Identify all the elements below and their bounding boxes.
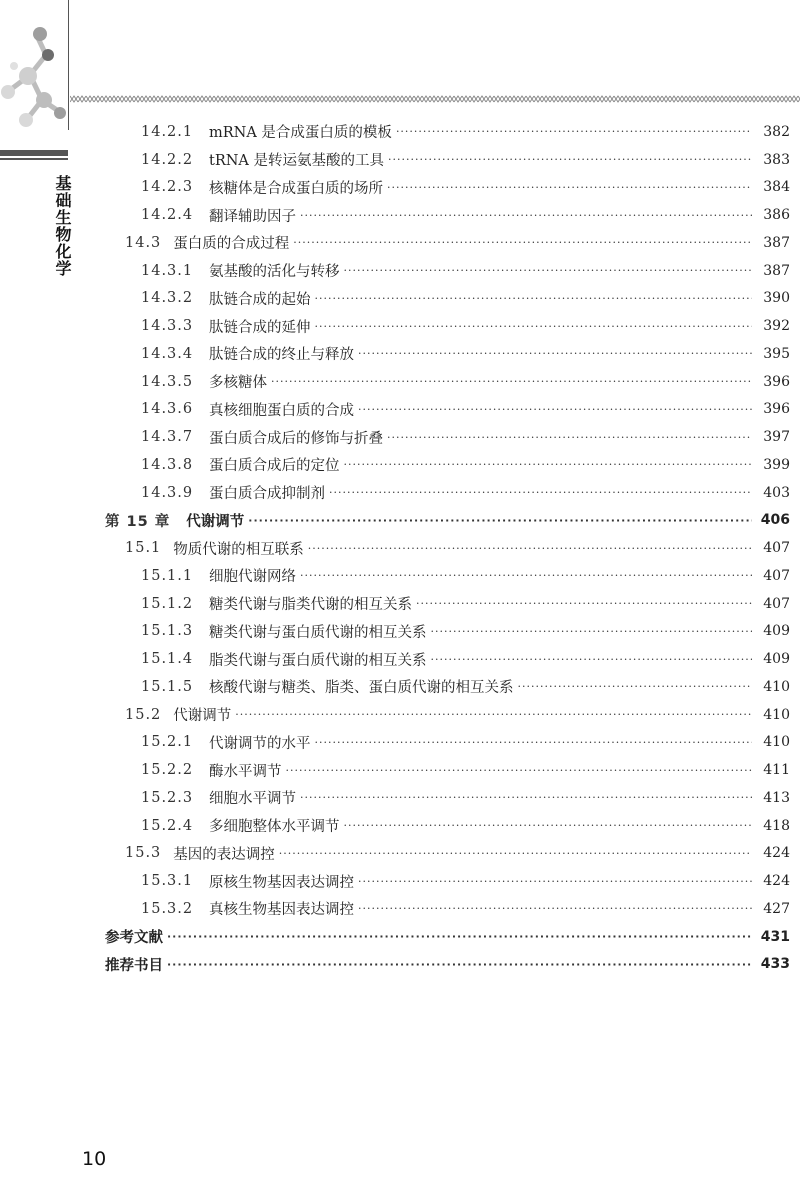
toc-entry-page: 424 — [763, 845, 790, 862]
toc-entry[interactable] — [105, 645, 790, 673]
toc-entry-page: 407 — [763, 567, 790, 584]
toc-entry-title: 原核生物基因表达调控 — [209, 874, 354, 891]
toc-entry-page: 387 — [763, 234, 790, 251]
toc-leader-dots — [300, 569, 752, 582]
toc-leader-dots — [344, 458, 753, 471]
toc-leader-dots — [396, 125, 752, 138]
toc-entry[interactable] — [105, 562, 790, 590]
toc-entry-number: 14.3 — [125, 234, 162, 251]
toc-entry[interactable] — [105, 479, 790, 507]
toc-leader-dots — [431, 653, 753, 666]
toc-entry[interactable] — [105, 673, 790, 701]
toc-entry-page: 382 — [763, 123, 790, 140]
toc-entry-title: 物质代谢的相互联系 — [173, 541, 304, 558]
toc-entry-page: 406 — [760, 512, 790, 529]
toc-entry-page: 399 — [763, 456, 790, 473]
toc-entry[interactable] — [105, 312, 790, 340]
book-title: 基础生物化学 — [53, 175, 72, 277]
toc-entry[interactable] — [105, 756, 790, 784]
toc-entry-number: 15.2 — [125, 706, 162, 723]
toc-entry[interactable] — [105, 784, 790, 812]
toc-entry-number: 15.1.2 — [141, 595, 194, 612]
toc-entry-number: 14.3.1 — [141, 262, 194, 279]
toc-entry[interactable] — [105, 423, 790, 451]
toc-entry-page: 386 — [763, 207, 790, 224]
toc-entry-page: 410 — [763, 706, 790, 723]
toc-entry-number: 15.1.4 — [141, 651, 194, 668]
toc-entry-title: 翻译辅助因子 — [209, 208, 296, 225]
toc-entry-number: 14.3.8 — [141, 456, 194, 473]
toc-entry-number: 14.2.2 — [141, 151, 194, 168]
toc-entry-title: 细胞水平调节 — [209, 791, 296, 808]
toc-entry-title: 核糖体是合成蛋白质的场所 — [209, 180, 383, 197]
toc-entry-title: 蛋白质合成后的修饰与折叠 — [209, 430, 383, 447]
toc-entry-page: 392 — [763, 318, 790, 335]
toc-leader-dots — [279, 847, 752, 860]
toc-entry[interactable] — [105, 146, 790, 174]
toc-leader-dots — [167, 930, 752, 943]
toc-entry-page: 383 — [763, 151, 790, 168]
toc-entry-page: 403 — [763, 484, 790, 501]
toc-entry-number: 15.1.1 — [141, 567, 194, 584]
toc-entry[interactable] — [105, 590, 790, 618]
toc-leader-dots — [300, 209, 752, 222]
toc-leader-dots — [358, 875, 752, 888]
toc-entry-title: 真核细胞蛋白质的合成 — [209, 402, 354, 419]
toc-entry-title: 肽链合成的终止与释放 — [209, 347, 354, 364]
toc-entry-number: 14.3.6 — [141, 401, 194, 418]
toc-entry-page: 407 — [763, 595, 790, 612]
toc-entry-number: 14.3.7 — [141, 429, 194, 446]
toc-entry-page: 409 — [763, 623, 790, 640]
toc-entry-title: 蛋白质的合成过程 — [173, 236, 290, 253]
toc-entry-number: 15.3 — [125, 845, 162, 862]
toc-entry-page: 387 — [763, 262, 790, 279]
toc-entry-number: 14.2.1 — [141, 123, 194, 140]
toc-entry[interactable] — [105, 923, 790, 951]
toc-entry[interactable] — [105, 729, 790, 757]
toc-entry-page: 424 — [763, 873, 790, 890]
toc-entry-title: 多核糖体 — [209, 375, 267, 392]
toc-entry-title: 糖类代谢与蛋白质代谢的相互关系 — [209, 624, 427, 641]
toc-entry[interactable] — [105, 118, 790, 146]
toc-leader-dots — [315, 736, 753, 749]
toc-entry-number: 14.3.2 — [141, 290, 194, 307]
toc-leader-dots — [431, 625, 753, 638]
toc-leader-dots — [315, 320, 753, 333]
toc-entry-title: 脂类代谢与蛋白质代谢的相互关系 — [209, 652, 427, 669]
toc-entry[interactable] — [105, 174, 790, 202]
toc-entry-page: 413 — [763, 789, 790, 806]
toc-leader-dots — [387, 181, 752, 194]
toc-entry-page: 411 — [763, 762, 790, 779]
toc-leader-dots — [315, 292, 753, 305]
toc-entry-title: mRNA 是合成蛋白质的模板 — [209, 125, 392, 142]
toc-entry-page: 410 — [763, 734, 790, 751]
toc-entry-page: 418 — [763, 817, 790, 834]
toc-entry[interactable] — [105, 285, 790, 313]
toc-entry[interactable] — [105, 368, 790, 396]
toc-leader-dots — [358, 902, 752, 915]
toc-entry[interactable] — [105, 867, 790, 895]
toc-entry-title: 多细胞整体水平调节 — [209, 819, 340, 836]
toc-entry-page: 396 — [763, 401, 790, 418]
toc-entry-number: 14.3.4 — [141, 345, 194, 362]
toc-leader-dots — [271, 375, 752, 388]
toc-entry-title: 蛋白质合成后的定位 — [209, 458, 340, 475]
toc-entry-number: 15.1 — [125, 540, 162, 557]
toc-entry-number: 15.2.1 — [141, 734, 194, 751]
toc-entry-title: 氨基酸的活化与转移 — [209, 264, 340, 281]
toc-entry[interactable] — [105, 507, 790, 535]
toc-entry-title: 代谢调节 — [186, 513, 245, 530]
toc-entry-page: 395 — [763, 345, 790, 362]
toc-entry-title: 酶水平调节 — [209, 763, 282, 780]
toc-leader-dots — [344, 819, 753, 832]
toc-entry-page: 390 — [763, 290, 790, 307]
toc-entry-title: 代谢调节 — [173, 708, 232, 725]
toc-leader-dots — [235, 708, 752, 721]
toc-leader-dots — [167, 958, 752, 971]
toc-entry-page: 409 — [763, 651, 790, 668]
toc-entry-number: 14.2.3 — [141, 179, 194, 196]
toc-entry-page: 384 — [763, 179, 790, 196]
toc-entry-number: 15.3.2 — [141, 900, 194, 917]
toc-leader-dots — [387, 431, 752, 444]
toc-entry-number: 15.2.3 — [141, 789, 194, 806]
toc-leader-dots — [358, 347, 752, 360]
toc-entry-title: 细胞代谢网络 — [209, 569, 296, 586]
toc-entry-page: 407 — [763, 540, 790, 557]
toc-entry-title: 参考文献 — [105, 930, 163, 947]
toc-entry[interactable] — [105, 396, 790, 424]
toc-entry-number: 15.3.1 — [141, 873, 194, 890]
toc-entry[interactable] — [105, 229, 790, 257]
toc-leader-dots — [518, 680, 753, 693]
toc-leader-dots — [293, 236, 752, 249]
toc-entry-title: 代谢调节的水平 — [209, 735, 311, 752]
toc-entry-page: 427 — [763, 900, 790, 917]
side-bar-rule-thin — [0, 158, 68, 160]
toc-entry-number: 14.2.4 — [141, 207, 194, 224]
table-of-contents — [105, 118, 790, 978]
toc-entry-title: tRNA 是转运氨基酸的工具 — [209, 153, 385, 170]
toc-entry[interactable] — [105, 895, 790, 923]
toc-leader-dots — [286, 764, 753, 777]
toc-entry-page: 396 — [763, 373, 790, 390]
toc-entry-number: 15.1.3 — [141, 623, 194, 640]
decorative-border — [70, 93, 800, 105]
toc-entry-title: 真核生物基因表达调控 — [209, 902, 354, 919]
toc-leader-dots — [358, 403, 752, 416]
vertical-rule — [68, 0, 69, 130]
toc-leader-dots — [344, 264, 753, 277]
toc-leader-dots — [388, 153, 752, 166]
toc-entry-title: 核酸代谢与糖类、脂类、蛋白质代谢的相互关系 — [209, 680, 514, 697]
toc-entry[interactable] — [105, 840, 790, 868]
toc-entry-page: 431 — [760, 928, 790, 945]
side-bar-rule — [0, 150, 68, 156]
toc-entry[interactable] — [105, 618, 790, 646]
toc-entry-number: 15.1.5 — [141, 678, 194, 695]
toc-entry-title: 肽链合成的起始 — [209, 291, 311, 308]
toc-entry[interactable] — [105, 201, 790, 229]
toc-entry-number: 15.2.4 — [141, 817, 194, 834]
toc-entry-page: 433 — [760, 956, 790, 973]
toc-entry[interactable] — [105, 534, 790, 562]
toc-entry-page: 397 — [763, 429, 790, 446]
toc-leader-dots — [308, 542, 752, 555]
page-number: 10 — [82, 1148, 107, 1170]
toc-entry-number: 第 15 章 — [105, 513, 171, 530]
toc-leader-dots — [248, 514, 752, 527]
toc-entry-title: 肽链合成的延伸 — [209, 319, 311, 336]
toc-entry-title: 基因的表达调控 — [173, 846, 275, 863]
toc-entry-number: 14.3.5 — [141, 373, 194, 390]
toc-entry[interactable] — [105, 951, 790, 979]
toc-entry-page: 410 — [763, 678, 790, 695]
molecule-decoration — [0, 0, 75, 150]
toc-entry-number: 15.2.2 — [141, 762, 194, 779]
toc-entry-number: 14.3.3 — [141, 318, 194, 335]
toc-entry-title: 糖类代谢与脂类代谢的相互关系 — [209, 597, 412, 614]
toc-entry[interactable] — [105, 340, 790, 368]
toc-leader-dots — [300, 791, 752, 804]
toc-entry-title: 蛋白质合成抑制剂 — [209, 486, 325, 503]
toc-entry[interactable] — [105, 812, 790, 840]
toc-entry[interactable] — [105, 701, 790, 729]
toc-leader-dots — [329, 486, 752, 499]
toc-entry-number: 14.3.9 — [141, 484, 194, 501]
toc-entry-title: 推荐书目 — [105, 957, 163, 974]
toc-entry[interactable] — [105, 257, 790, 285]
toc-entry[interactable] — [105, 451, 790, 479]
toc-leader-dots — [416, 597, 752, 610]
